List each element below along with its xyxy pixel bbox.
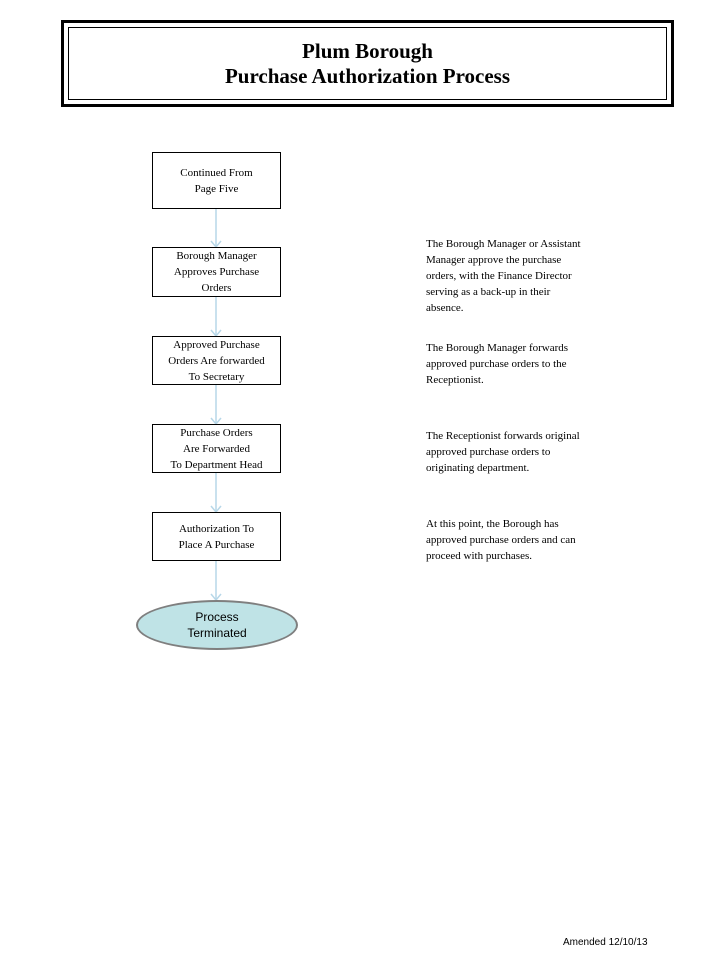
description-manager-approval (426, 236, 638, 316)
step-4-line-3: To Department Head (170, 458, 263, 471)
step-authorization-to-purchase (152, 512, 281, 561)
step-2-line-3: Orders (201, 282, 232, 294)
description-forward-to-department (426, 428, 638, 476)
amended-date: Amended 12/10/13 (563, 937, 648, 948)
desc-1-line-4: serving as a back-up in their (426, 286, 551, 298)
terminal-line-1: Process (195, 610, 239, 624)
desc-1-line-1: The Borough Manager or Assistant (426, 238, 581, 250)
desc-1-line-3: orders, with the Finance Director (426, 270, 572, 282)
desc-4-line-2: approved purchase orders and can (426, 534, 576, 546)
desc-1-line-2: Manager approve the purchase (426, 254, 562, 266)
desc-2-line-3: Receptionist. (426, 374, 484, 386)
desc-3-line-1: The Receptionist forwards original (426, 430, 580, 442)
desc-2-line-1: The Borough Manager forwards (426, 342, 569, 354)
step-5-line-1: Authorization To (178, 522, 255, 535)
title-organization: Plum Borough (302, 38, 433, 63)
step-4-line-2: Are Forwarded (183, 442, 250, 455)
desc-3-line-3: originating department. (426, 462, 530, 474)
connector-arrow-1 (211, 209, 221, 247)
step-orders-to-department-head (152, 424, 281, 473)
desc-2-line-2: approved purchase orders to the (426, 358, 567, 370)
connector-arrow-2 (211, 297, 221, 336)
title-block (61, 20, 674, 107)
description-forward-to-receptionist (426, 340, 638, 388)
desc-4-line-3: proceed with purchases. (426, 550, 532, 562)
desc-3-line-2: approved purchase orders to (426, 446, 551, 458)
step-orders-to-secretary (152, 336, 281, 385)
title-process-name: Purchase Authorization Process (224, 63, 511, 88)
desc-4-line-1: At this point, the Borough has (426, 518, 559, 530)
description-proceed-with-purchases (426, 516, 638, 564)
step-continued-from-page-five (152, 152, 281, 209)
step-1-line-2: Page Five (194, 182, 239, 195)
connector-arrow-4 (211, 473, 221, 512)
connector-arrow-3 (211, 385, 221, 424)
title-inner-frame (68, 27, 667, 100)
terminal-line-2: Terminated (187, 626, 247, 640)
desc-1-line-5: absence. (426, 302, 464, 314)
process-terminated-oval (136, 600, 298, 650)
step-2-line-2: Approves Purchase (173, 266, 260, 278)
step-manager-approves (152, 247, 281, 297)
step-3-line-2: Orders Are forwarded (168, 354, 265, 367)
step-5-line-2: Place A Purchase (178, 538, 255, 551)
connector-arrow-5 (211, 561, 221, 600)
step-4-line-1: Purchase Orders (180, 426, 253, 439)
step-3-line-3: To Secretary (188, 370, 245, 383)
step-2-line-1: Borough Manager (176, 250, 257, 262)
step-1-line-1: Continued From (180, 166, 253, 179)
step-3-line-1: Approved Purchase (173, 338, 260, 351)
